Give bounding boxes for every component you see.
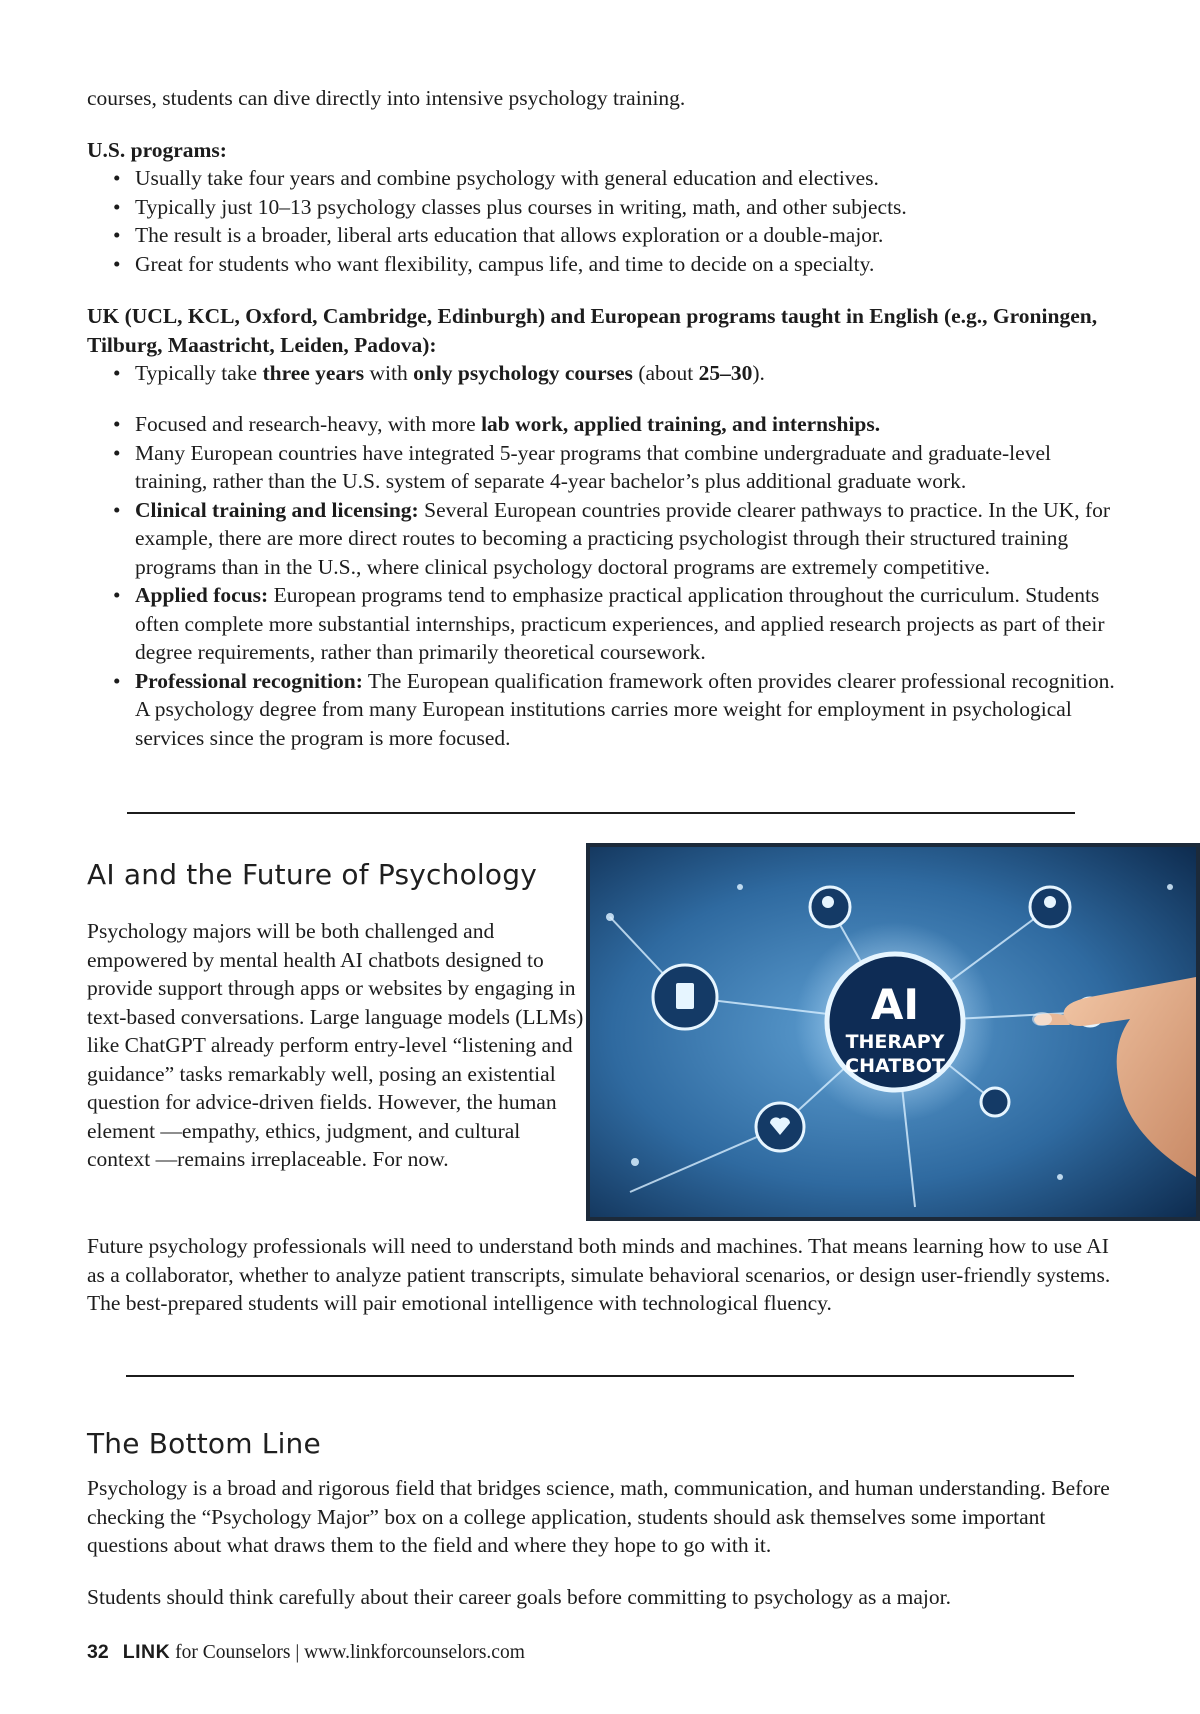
- uk-programs-list-a: [87, 359, 1127, 388]
- uk-programs-heading: UK (UCL, KCL, Oxford, Cambridge, Edinburgh) and European programs taught in English (e.g., Groningen, Tilburg, Maastricht, Leiden, Padova):: [87, 304, 1098, 357]
- bottom-line-paragraph-1: Psychology is a broad and rigorous field that bridges science, math, communication, and human understanding. Before checking the “Psychology Major” box on a college application, students should ask themselves some important questions about what draws them to the field and where they hope to go with it.: [87, 1476, 1110, 1557]
- page-number: 32: [87, 1641, 109, 1663]
- us-programs-list: [87, 164, 1127, 278]
- list-item: • Focused and research-heavy, with more lab work, applied training, and internships.: [87, 410, 1127, 439]
- divider: [127, 812, 1075, 814]
- ai-therapy-chatbot-illustration: [590, 847, 1196, 1217]
- list-item: • Great for students who want flexibility, campus life, and time to decide on a specialty.: [87, 250, 1127, 279]
- uk-programs-list-b: [87, 410, 1127, 752]
- ai-therapy-chatbot-image: [586, 843, 1200, 1221]
- ai-paragraph-1: Psychology majors will be both challenged and empowered by mental health AI chatbots designed to provide support through apps or websites by engaging in text-based conversations. Large language models (LLMs) like ChatGPT already perform entry-level “listening and guidance” tasks remarkably well, posing an existential question for advice-driven fields. However, the human element —empathy, ethics, judgment, and cultural context —remains irreplaceable. For now.: [87, 919, 584, 1171]
- list-item: • Professional recognition: The European qualification framework often provides clearer professional recognition. A psychology degree from many European institutions carries more weight for employment in psychological services since the program is more focused.: [87, 667, 1127, 753]
- intro-text: courses, students can dive directly into intensive psychology training.: [87, 86, 686, 110]
- page-footer: [87, 1639, 525, 1666]
- divider: [126, 1375, 1074, 1377]
- bottom-line-paragraph-2: Students should think carefully about their career goals before committing to psychology as a major.: [87, 1585, 951, 1609]
- list-item: • Applied focus: European programs tend to emphasize practical application throughout the curriculum. Students often complete more substantial internships, practicum experiences, and applied research projects as part of their degree requirements, rather than primarily theoretical coursework.: [87, 581, 1127, 667]
- list-item: • Clinical training and licensing: Several European countries provide clearer pathways to practice. In the UK, for example, there are more direct routes to becoming a practicing psychologist through their structured training programs than in the U.S., where clinical psychology doctoral programs are extremely competitive.: [87, 496, 1127, 582]
- us-programs-heading: U.S. programs:: [87, 138, 227, 162]
- list-item: • Typically just 10–13 psychology classes plus courses in writing, math, and other subjects.: [87, 193, 1127, 222]
- footer-brand: LINK: [122, 1641, 171, 1663]
- bottom-line-title: The Bottom Line: [87, 1427, 321, 1460]
- badge-line-2: THERAPY: [845, 1031, 945, 1053]
- list-item: • Usually take four years and combine psychology with general education and electives.: [87, 164, 1127, 193]
- list-item: • The result is a broader, liberal arts education that allows exploration or a double-major.: [87, 221, 1127, 250]
- badge-line-1: AI: [870, 980, 920, 1029]
- list-item: • Typically take three years with only psychology courses (about 25–30).: [87, 359, 1127, 388]
- badge-line-3: CHATBOT: [845, 1055, 945, 1077]
- footer-text: for Counselors | www.linkforcounselors.com: [170, 1642, 525, 1663]
- ai-paragraph-2: Future psychology professionals will need to understand both minds and machines. That means learning how to use AI as a collaborator, whether to analyze patient transcripts, simulate behavioral scenarios, or design user-friendly systems. The best-prepared students will pair emotional intelligence with technological fluency.: [87, 1234, 1111, 1315]
- ai-section-title: AI and the Future of Psychology: [87, 858, 537, 891]
- list-item: • Many European countries have integrated 5-year programs that combine undergraduate and graduate-level training, rather than the U.S. system of separate 4-year bachelor’s plus additional graduate work.: [87, 439, 1127, 496]
